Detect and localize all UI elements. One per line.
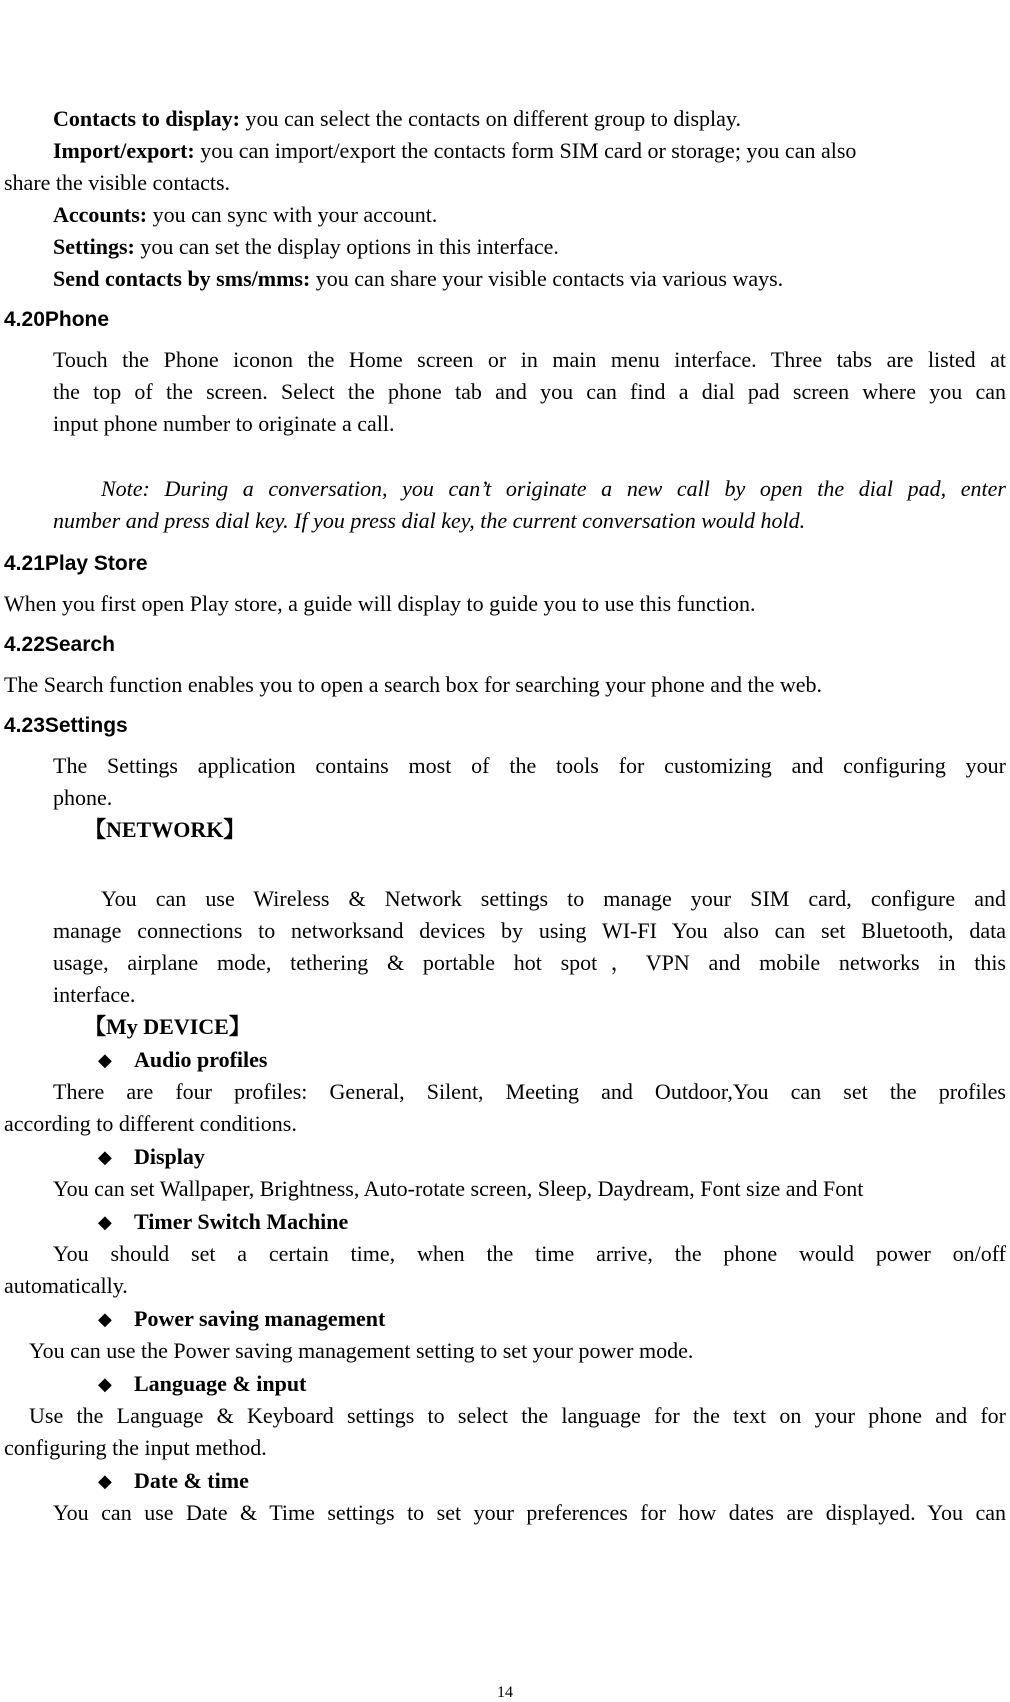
contacts-import-line xyxy=(53,136,1006,166)
date-time-title: Date & time xyxy=(134,1468,249,1493)
heading-phone: 4.20Phone xyxy=(4,308,110,331)
contacts-display-line xyxy=(53,104,1006,134)
network-line-3: usage, airplane mode, tethering & portable hot spot，VPN and mobile networks in this xyxy=(53,950,1006,975)
label: Import/export: xyxy=(53,138,195,163)
phone-note-1: Note: During a conversation, you can’t originate a new call by open the dial pad, enter xyxy=(101,476,1006,501)
language-line-2: configuring the input method. xyxy=(4,1435,267,1460)
text: you can share your visible contacts via various ways. xyxy=(310,266,784,291)
settings-intro-1: The Settings application contains most of the tools for customizing and configuring your xyxy=(53,753,1006,778)
heading-settings: 4.23Settings xyxy=(4,714,128,737)
diamond-bullet-icon: ◆ xyxy=(98,1050,112,1070)
diamond-bullet-icon: ◆ xyxy=(98,1212,112,1232)
network-line-1: You can use Wireless & Network settings to manage your SIM card, configure and xyxy=(101,886,1006,911)
phone-line-1: Touch the Phone iconon the Home screen or in main menu interface. Three tabs are listed at xyxy=(53,347,1006,372)
network-title: 【NETWORK】 xyxy=(84,817,246,842)
network-line-4: interface. xyxy=(53,982,136,1007)
settings-intro-2: phone. xyxy=(53,785,113,810)
language-title: Language & input xyxy=(134,1371,307,1396)
heading-search: 4.22Search xyxy=(4,633,115,656)
text: you can sync with your account. xyxy=(147,202,438,227)
audio-line-1: There are four profiles: General, Silent, Meeting and Outdoor,You can set the profiles xyxy=(53,1079,1006,1104)
text: you can select the contacts on different group to display. xyxy=(240,106,741,131)
heading-play-store: 4.21Play Store xyxy=(4,552,148,575)
phone-line-2: the top of the screen. Select the phone tab and you can find a dial pad screen where you can xyxy=(53,379,1006,404)
play-store-text: When you first open Play store, a guide will display to guide you to use this function. xyxy=(4,591,756,616)
label: Settings: xyxy=(53,234,135,259)
timer-title: Timer Switch Machine xyxy=(134,1209,349,1234)
network-line-2: manage connections to networksand devices by using WI-FI You also can set Bluetooth, data xyxy=(53,918,1006,943)
text: you can import/export the contacts form SIM card or storage; you can also xyxy=(194,138,857,163)
display-text: You can set Wallpaper, Brightness, Auto-rotate screen, Sleep, Daydream, Font size and Font xyxy=(53,1176,864,1201)
diamond-bullet-icon: ◆ xyxy=(98,1374,112,1394)
language-line-1: Use the Language & Keyboard settings to select the language for the text on your phone and for xyxy=(29,1403,1006,1428)
page-number: 14 xyxy=(497,1684,513,1701)
contacts-accounts-line xyxy=(53,200,1006,230)
diamond-bullet-icon: ◆ xyxy=(98,1147,112,1167)
phone-note-2: number and press dial key. If you press dial key, the current conversation would hold. xyxy=(53,508,806,533)
power-title: Power saving management xyxy=(134,1306,386,1331)
timer-line-1: You should set a certain time, when the time arrive, the phone would power on/off xyxy=(53,1241,1006,1266)
label: Send contacts by sms/mms: xyxy=(53,266,311,291)
power-text: You can use the Power saving management setting to set your power mode. xyxy=(29,1338,694,1363)
label: Contacts to display: xyxy=(53,106,241,131)
diamond-bullet-icon: ◆ xyxy=(98,1309,112,1329)
contacts-import-line-2: share the visible contacts. xyxy=(4,170,231,195)
contacts-settings-line xyxy=(53,232,1006,262)
diamond-bullet-icon: ◆ xyxy=(98,1471,112,1491)
text: you can set the display options in this interface. xyxy=(134,234,559,259)
device-title: 【My DEVICE】 xyxy=(84,1014,251,1039)
search-text: The Search function enables you to open a search box for searching your phone and the web. xyxy=(4,672,822,697)
audio-profiles-title: Audio profiles xyxy=(134,1047,268,1072)
timer-line-2: automatically. xyxy=(4,1273,128,1298)
audio-line-2: according to different conditions. xyxy=(4,1111,297,1136)
label: Accounts: xyxy=(53,202,148,227)
contacts-send-line xyxy=(53,264,1006,294)
phone-line-3: input phone number to originate a call. xyxy=(53,411,395,436)
display-title: Display xyxy=(134,1144,205,1169)
date-time-text: You can use Date & Time settings to set your preferences for how dates are displayed. You can xyxy=(53,1500,1006,1525)
